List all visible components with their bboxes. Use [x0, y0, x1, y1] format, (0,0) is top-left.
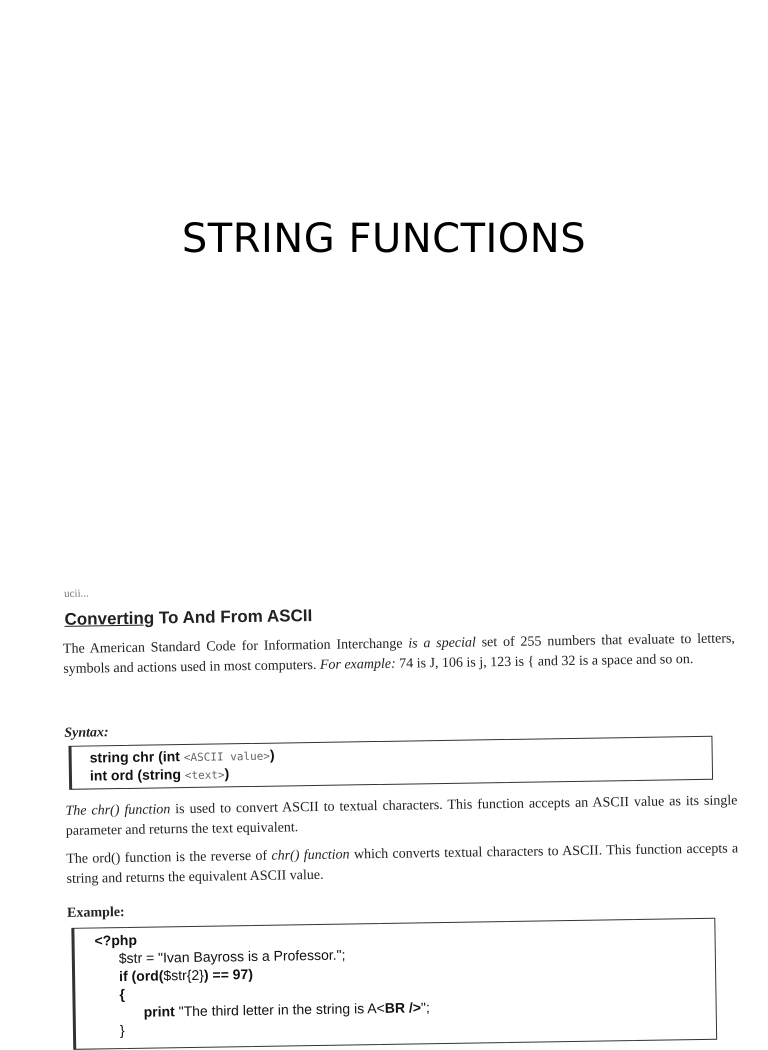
code-line-5-end: ";	[420, 999, 430, 1016]
syntax-chr-arg: <ASCII value>	[183, 749, 270, 765]
chr-text-a: The	[65, 803, 92, 819]
ord-text-a: The ord() function is the reverse of	[66, 848, 272, 867]
cut-off-text-fragment: ucii...	[63, 587, 89, 600]
syntax-line-chr	[90, 747, 275, 766]
section-heading	[64, 606, 312, 630]
code-line-5-tag: BR />	[384, 999, 422, 1016]
chr-text-c: is used to convert ASCII to textual characters. This function accepts an ASCII value as its single parameter and returns the text equivalent.	[65, 793, 738, 839]
code-line-3-end: ) == 97)	[203, 965, 254, 983]
code-line-5-string: "The third letter in the string is A<	[174, 999, 385, 1020]
intro-text-d: For example:	[319, 656, 396, 673]
chr-description-paragraph	[65, 791, 738, 842]
ord-text-c: which converts textual characters to ASCII. This function accepts a string and returns the equivalent ASCII value.	[66, 841, 739, 887]
intro-text-c: set of 255 numbers that evaluate to letters, symbols and actions used in most computers.	[63, 631, 736, 677]
syntax-ord-arg: <text>	[184, 768, 225, 783]
code-line-6: }	[119, 1022, 125, 1039]
code-line-5	[144, 999, 430, 1019]
code-line-3	[119, 966, 253, 984]
syntax-chr-end: )	[269, 746, 275, 763]
intro-text-b: is a special	[408, 635, 476, 652]
scanned-page-image	[58, 577, 755, 1039]
heading-rest: To And From ASCII	[154, 606, 313, 628]
syntax-ord-code: int ord (string	[89, 766, 185, 784]
intro-text-e: 74 is J, 106 is j, 123 is { and 32 is a space and so on.	[395, 652, 694, 672]
chr-text-b: chr() function	[91, 802, 171, 819]
code-line-2: $str = "Ivan Bayross is a Professor.";	[118, 946, 346, 967]
syntax-label: Syntax:	[64, 725, 109, 741]
ord-description-paragraph	[66, 839, 739, 890]
heading-word-converting: Converting	[64, 608, 155, 629]
syntax-chr-code: string chr (int	[89, 748, 184, 766]
ord-text-b: chr() function	[271, 847, 350, 864]
code-line-1: <?php	[94, 931, 138, 949]
syntax-box	[68, 736, 713, 790]
code-line-5-keyword: print	[143, 1003, 175, 1020]
intro-paragraph	[63, 629, 736, 680]
code-line-3-keyword: if (ord(	[118, 967, 164, 985]
slide-title: STRING FUNCTIONS	[181, 216, 587, 262]
code-line-4: {	[119, 986, 125, 1003]
syntax-line-ord	[90, 765, 230, 783]
example-label: Example:	[66, 904, 125, 921]
code-line-3-var: $str{2}	[163, 966, 205, 984]
syntax-ord-end: )	[224, 765, 230, 782]
example-code-box	[71, 918, 717, 1050]
intro-text-a: The American Standard Code for Information Interchange	[62, 636, 409, 657]
